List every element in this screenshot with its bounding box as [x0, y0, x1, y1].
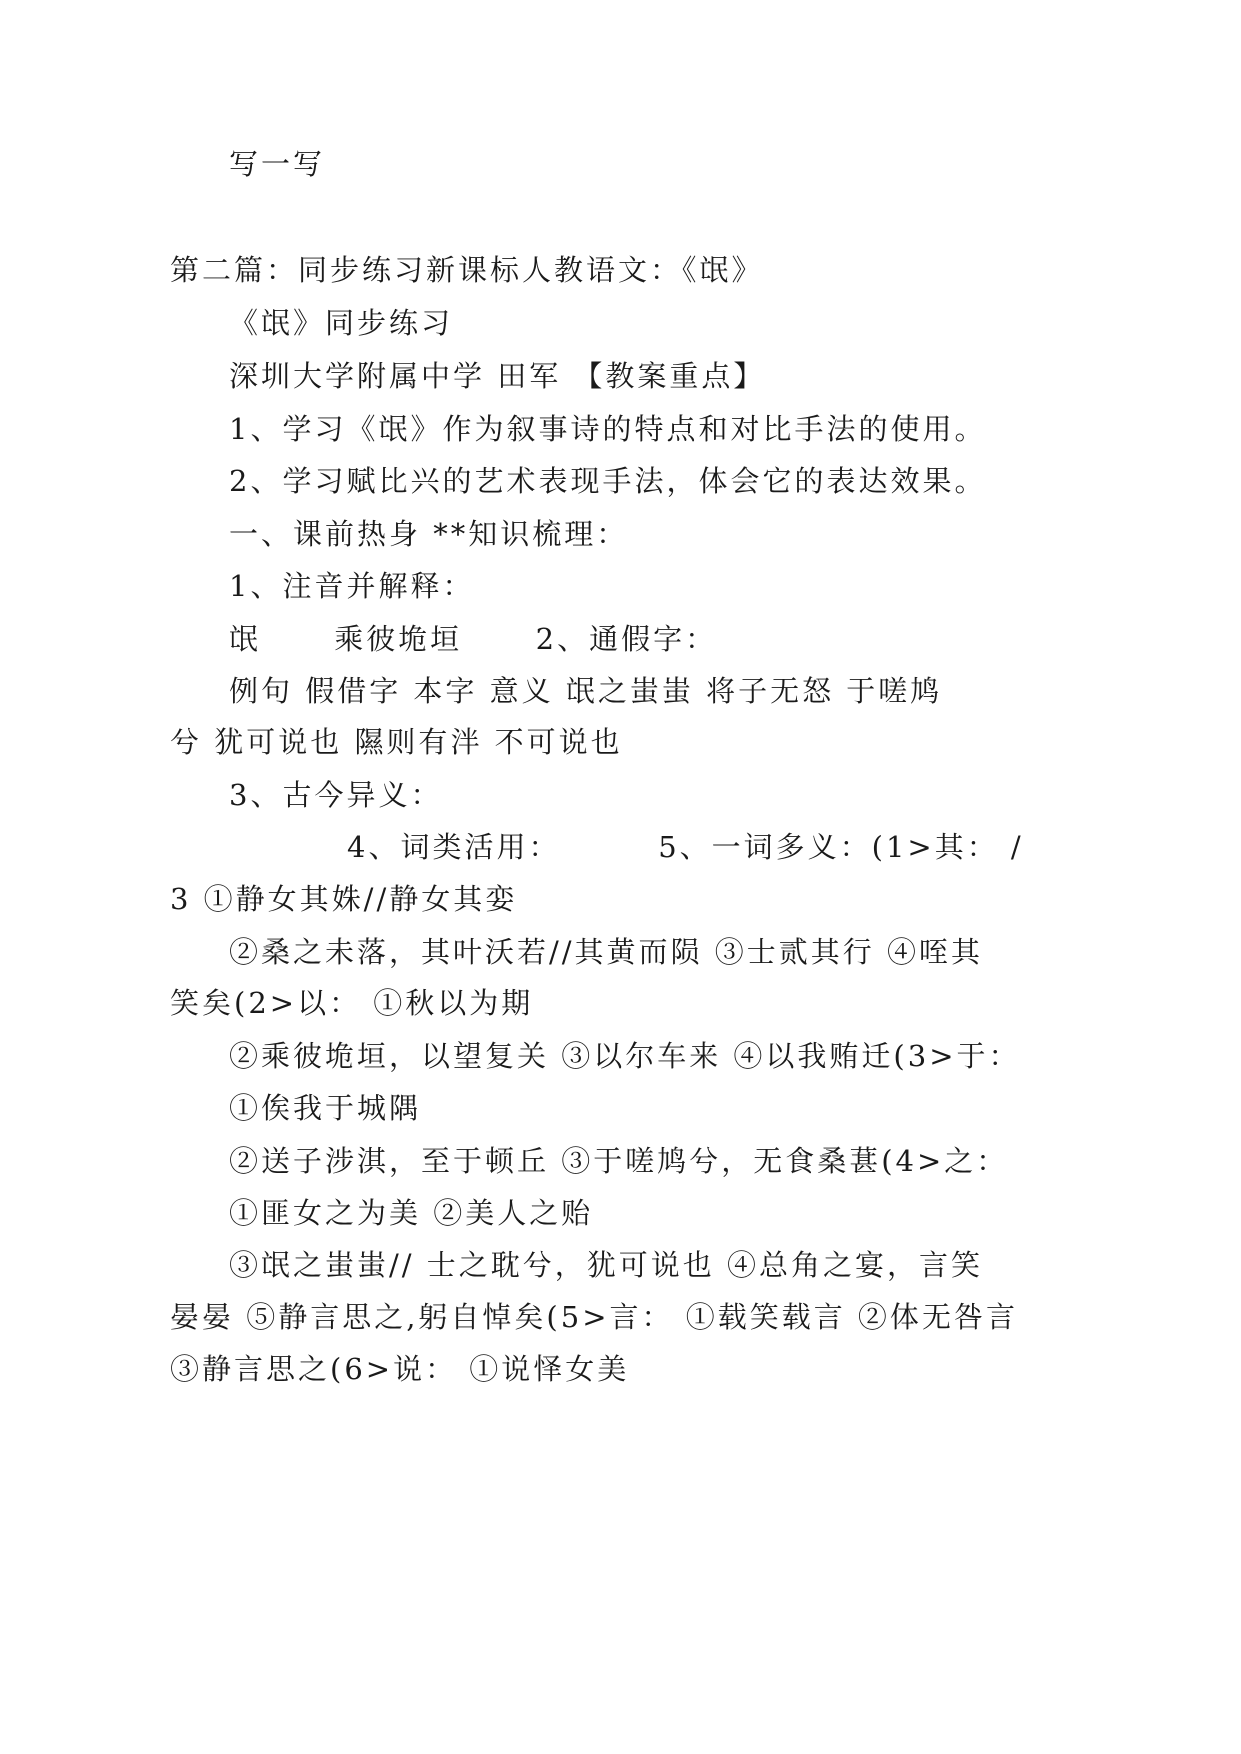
text-line: ②送子涉淇，至于顿丘 ③于嗟鸠兮，无食桑葚(4>之：: [229, 1144, 1009, 1178]
text-line: 一、课前热身 **知识梳理：: [229, 517, 629, 551]
section-heading: 写一写: [229, 147, 326, 181]
text-line: 3 ①静女其姝//静女其娈: [170, 882, 518, 916]
text-line: 1、注音并解释：: [229, 569, 475, 603]
text-line: ①俟我于城隅: [229, 1091, 422, 1125]
text-line: ②乘彼垝垣，以望复关 ③以尔车来 ④以我贿迁(3>于：: [229, 1039, 1021, 1073]
text-line: ②桑之未落，其叶沃若//其黄而陨 ③士贰其行 ④咥其: [229, 935, 983, 969]
text-line: 例句 假借字 本字 意义 氓之蚩蚩 将子无怒 于嗟鸠: [229, 674, 943, 708]
text-line: ③静言思之(6>说： ①说怿女美: [170, 1352, 630, 1386]
author-line: 深圳大学附属中学 田军 【教案重点】: [229, 359, 766, 393]
text-line: 1、学习《氓》作为叙事诗的特点和对比手法的使用。: [229, 412, 987, 446]
text-line: 3、古今异义：: [229, 778, 443, 812]
text-line: 笑矣(2>以： ①秋以为期: [170, 986, 534, 1020]
text-line: 2、学习赋比兴的艺术表现手法，体会它的表达效果。: [229, 464, 987, 498]
text-line: 晏晏 ⑤静言思之,躬自悼矣(5>言： ①载笑载言 ②体无咎言: [170, 1300, 1018, 1334]
text-line: ③氓之蚩蚩// 士之耽兮，犹可说也 ④总角之宴，言笑: [229, 1248, 983, 1282]
text-line: 4、词类活用： 5、一词多义：(1>其： /: [347, 830, 1024, 864]
text-line: ①匪女之为美 ②美人之贻: [229, 1196, 594, 1230]
chapter-title: 第二篇：同步练习新课标人教语文：《氓》: [170, 253, 764, 287]
text-line: 氓 乘彼垝垣 2、通假字：: [229, 622, 718, 656]
text-line: 兮 犹可说也 隰则有泮 不可说也: [170, 725, 623, 759]
subtitle: 《氓》同步练习: [229, 306, 454, 340]
